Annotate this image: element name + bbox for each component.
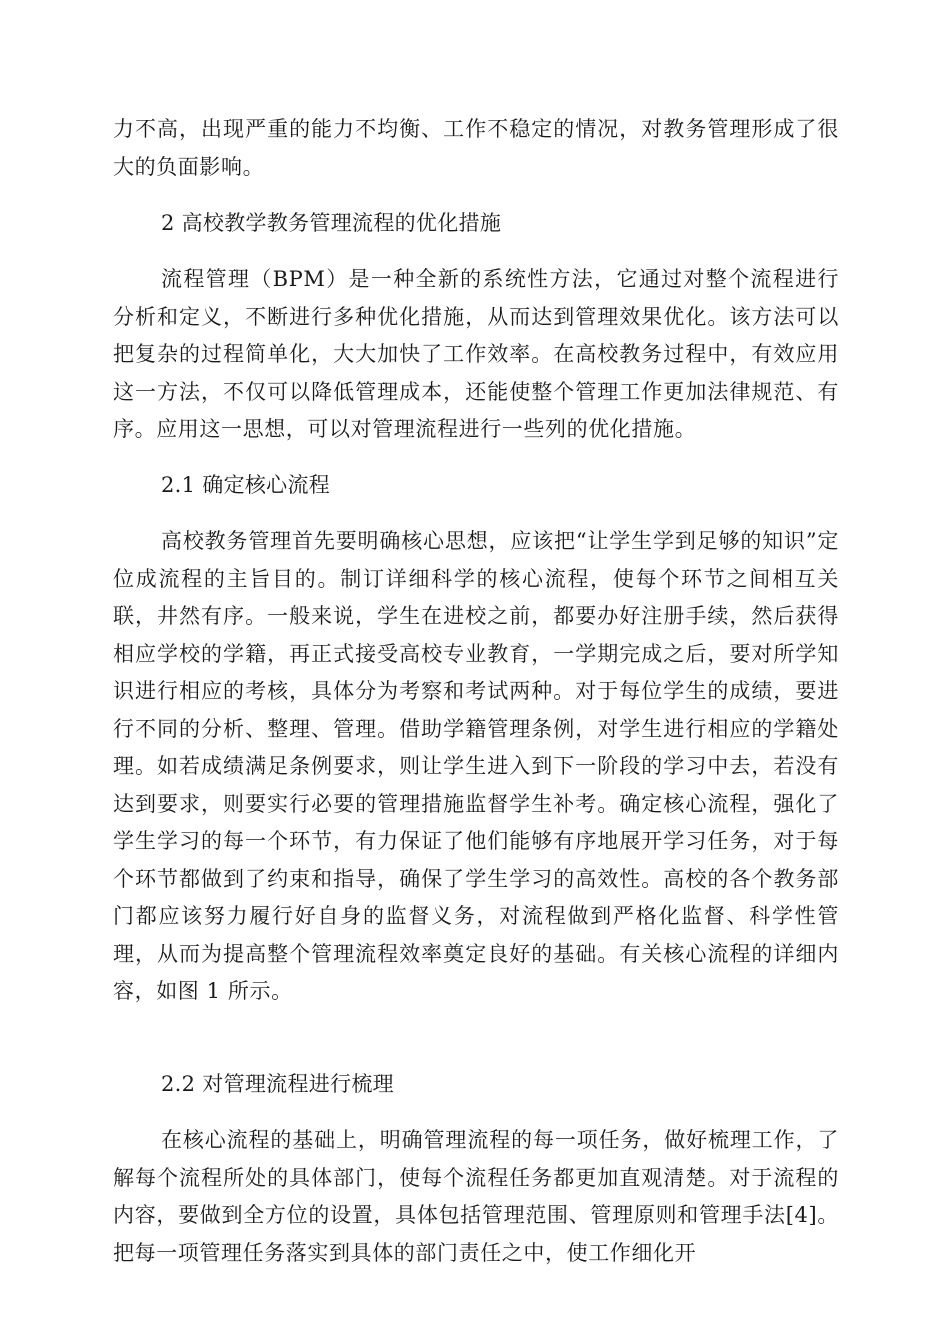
intro-paragraph: 力不高，出现严重的能力不均衡、工作不稳定的情况，对教务管理形成了很大的负面影响。: [113, 117, 839, 179]
section-heading: 2 高校教学教务管理流程的优化措施: [161, 211, 502, 235]
section-paragraph: 流程管理（BPM）是一种全新的系统性方法，它通过对整个流程进行分析和定义，不断进行多种优化措施，从而达到管理效果优化。该方法可以把复杂的过程简单化，大大加快了工作效率。在高校教务过程中，有效应用这一方法，不仅可以降低管理成本，还能使整个管理工作更加法律规范、有序。应用这一思想，可以对管理流程进行一些列的优化措施。: [113, 267, 839, 441]
subsection-1-paragraph: 高校教务管理首先要明确核心思想，应该把“让学生学到足够的知识”定位成流程的主旨目的。制订详细科学的核心流程，使每个环节之间相互关联，井然有序。一般来说，学生在进校之前，都要办好注册手续，然后获得相应学校的学籍，再正式接受高校专业教育，一学期完成之后，要对所学知识进行相应的考核，具体分为考察和考试两种。对于每位学生的成绩，要进行不同的分析、整理、管理。借助学籍管理条例，对学生进行相应的学籍处理。如若成绩满足条例要求，则让学生进入到下一阶段的学习中去，若没有达到要求，则要实行必要的管理措施监督学生补考。确定核心流程，强化了学生学习的每一个环节，有力保证了他们能够有序地展开学习任务，对于每个环节都做到了约束和指导，确保了学生学习的高效性。高校的各个教务部门都应该努力履行好自身的监督义务，对流程做到严格化监督、科学性管理，从而为提高整个管理流程效率奠定良好的基础。有关核心流程的详细内容，如图 1 所示。: [113, 529, 839, 1003]
subsection-2-paragraph: 在核心流程的基础上，明确管理流程的每一项任务，做好梳理工作，了解每个流程所处的具体部门，使每个流程任务都更加直观清楚。对于流程的内容，要做到全方位的设置，具体包括管理范围、管理原则和管理手法[4]。把每一项管理任务落实到具体的部门责任之中，使工作细化开: [113, 1128, 839, 1265]
subsection-2-heading: 2.2 对管理流程进行梳理: [161, 1072, 394, 1096]
subsection-1-heading: 2.1 确定核心流程: [161, 473, 331, 497]
